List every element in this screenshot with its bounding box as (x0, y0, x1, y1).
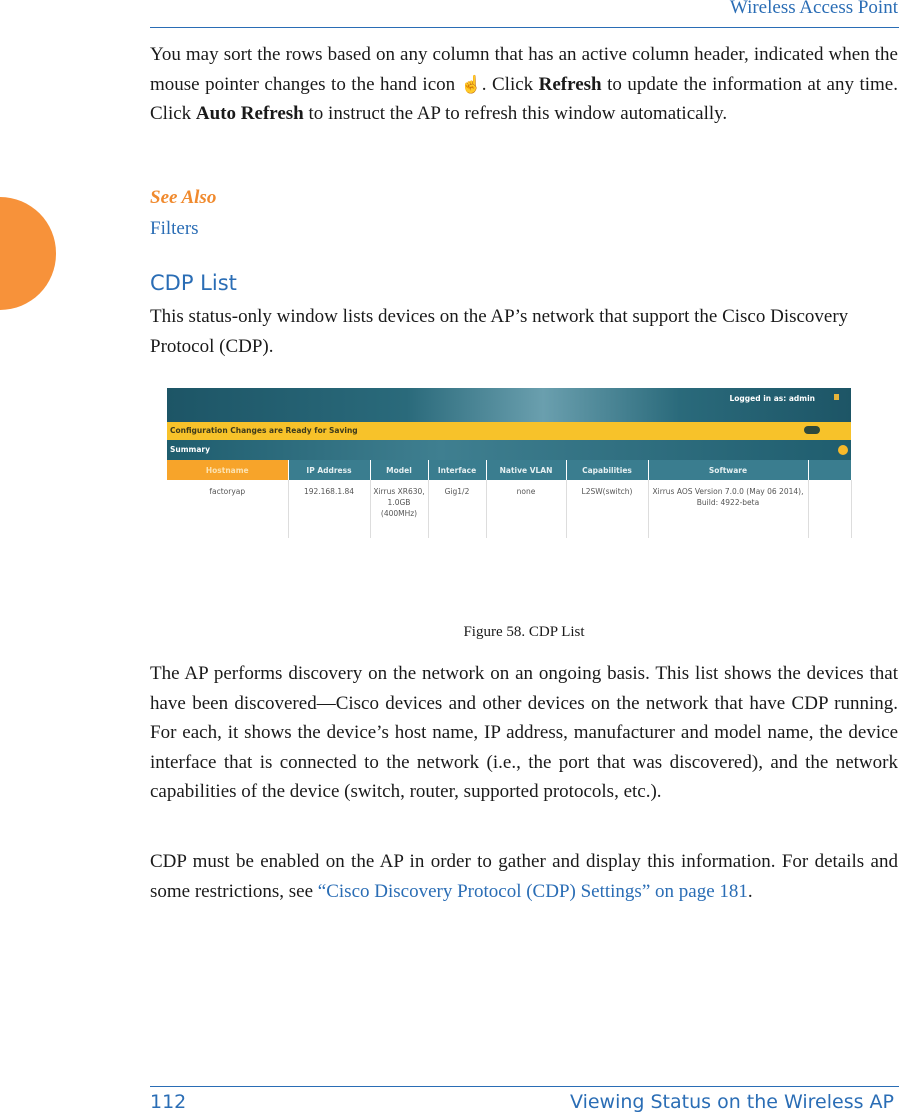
refresh-term: Refresh (538, 73, 602, 95)
footer-rule (150, 1086, 899, 1087)
section-title: CDP List (150, 271, 237, 295)
cell-software: Xirrus AOS Version 7.0.0 (May 06 2014), Build: 4922-beta (648, 480, 808, 538)
intro-text: to instruct the AP to refresh this window automatically. (303, 103, 728, 124)
summary-label: Summary (170, 445, 211, 454)
see-also-heading: See Also (150, 187, 217, 208)
body-text: . (747, 880, 753, 902)
intro-paragraph (150, 40, 898, 129)
cell-hostname: factoryap (167, 480, 288, 538)
lock-icon[interactable] (834, 394, 839, 400)
cell-native-vlan: none (486, 480, 566, 538)
config-banner (167, 422, 851, 440)
logged-in-label: Logged in as: admin (729, 394, 815, 403)
header-rule (150, 27, 899, 28)
column-header-model[interactable]: Model (370, 460, 428, 480)
running-header: Wireless Access Point (729, 0, 898, 18)
cell-capabilities: L2SW(switch) (566, 480, 648, 538)
body-text: CDP must be enabled on the AP in order to gather and display this information. For details and some restrictions, see (150, 851, 898, 902)
figure-caption: Figure 58. CDP List (463, 624, 585, 640)
chapter-tab (0, 197, 56, 310)
filters-link[interactable]: Filters (150, 218, 199, 239)
expand-icon[interactable] (838, 445, 848, 455)
section-description: This status-only window lists devices on the AP’s network that support the Cisco Discovery Protocol (CDP). (150, 306, 849, 357)
column-header-hostname[interactable]: Hostname (167, 460, 288, 480)
column-header-ip-address[interactable]: IP Address (288, 460, 370, 480)
summary-bar (167, 440, 851, 460)
app-header (167, 388, 851, 422)
intro-text: . Click (481, 73, 539, 95)
column-header-native-vlan[interactable]: Native VLAN (486, 460, 566, 480)
intro-text: You may sort the rows based on any column that has an active column header, indicated when the mouse pointer changes to the hand icon (150, 44, 898, 95)
column-header-capabilities[interactable]: Capabilities (566, 460, 648, 480)
hand-pointer-icon: ☝ (460, 74, 482, 94)
cell-ip-address: 192.168.1.84 (288, 480, 370, 538)
save-button[interactable] (804, 426, 820, 434)
column-header-software[interactable]: Software (648, 460, 808, 480)
cell-interface: Gig1/2 (428, 480, 486, 538)
page-number: 112 (150, 1091, 187, 1113)
table-row (167, 480, 851, 538)
cell-model: Xirrus XR630, 1.0GB (400MHz) (370, 480, 428, 538)
cdp-list-screenshot (167, 388, 851, 535)
cdp-table (167, 460, 852, 538)
auto-refresh-term: Auto Refresh (195, 103, 304, 124)
config-banner-text: Configuration Changes are Ready for Saving (170, 426, 358, 435)
footer-section-title: Viewing Status on the Wireless AP (569, 1091, 894, 1113)
column-header-interface[interactable]: Interface (428, 460, 486, 480)
cell-blank (808, 480, 851, 538)
cdp-settings-link[interactable]: “Cisco Discovery Protocol (CDP) Settings” on page 181 (317, 880, 748, 902)
intro-text: to update the information at any time. Click (150, 73, 898, 124)
column-header-blank (808, 460, 851, 480)
body-paragraph-1: The AP performs discovery on the network on an ongoing basis. This list shows the devices that have been discovered—Cisco devices and other devices on the network that have CDP running. For each, it shows the device’s host name, IP address, manufacturer and model name, the device interface that is connected to the network (i.e., the port that was discovered), and the network capabilities of the device (switch, router, supported protocols, etc.). (150, 663, 898, 802)
body-paragraph-2 (150, 847, 898, 906)
